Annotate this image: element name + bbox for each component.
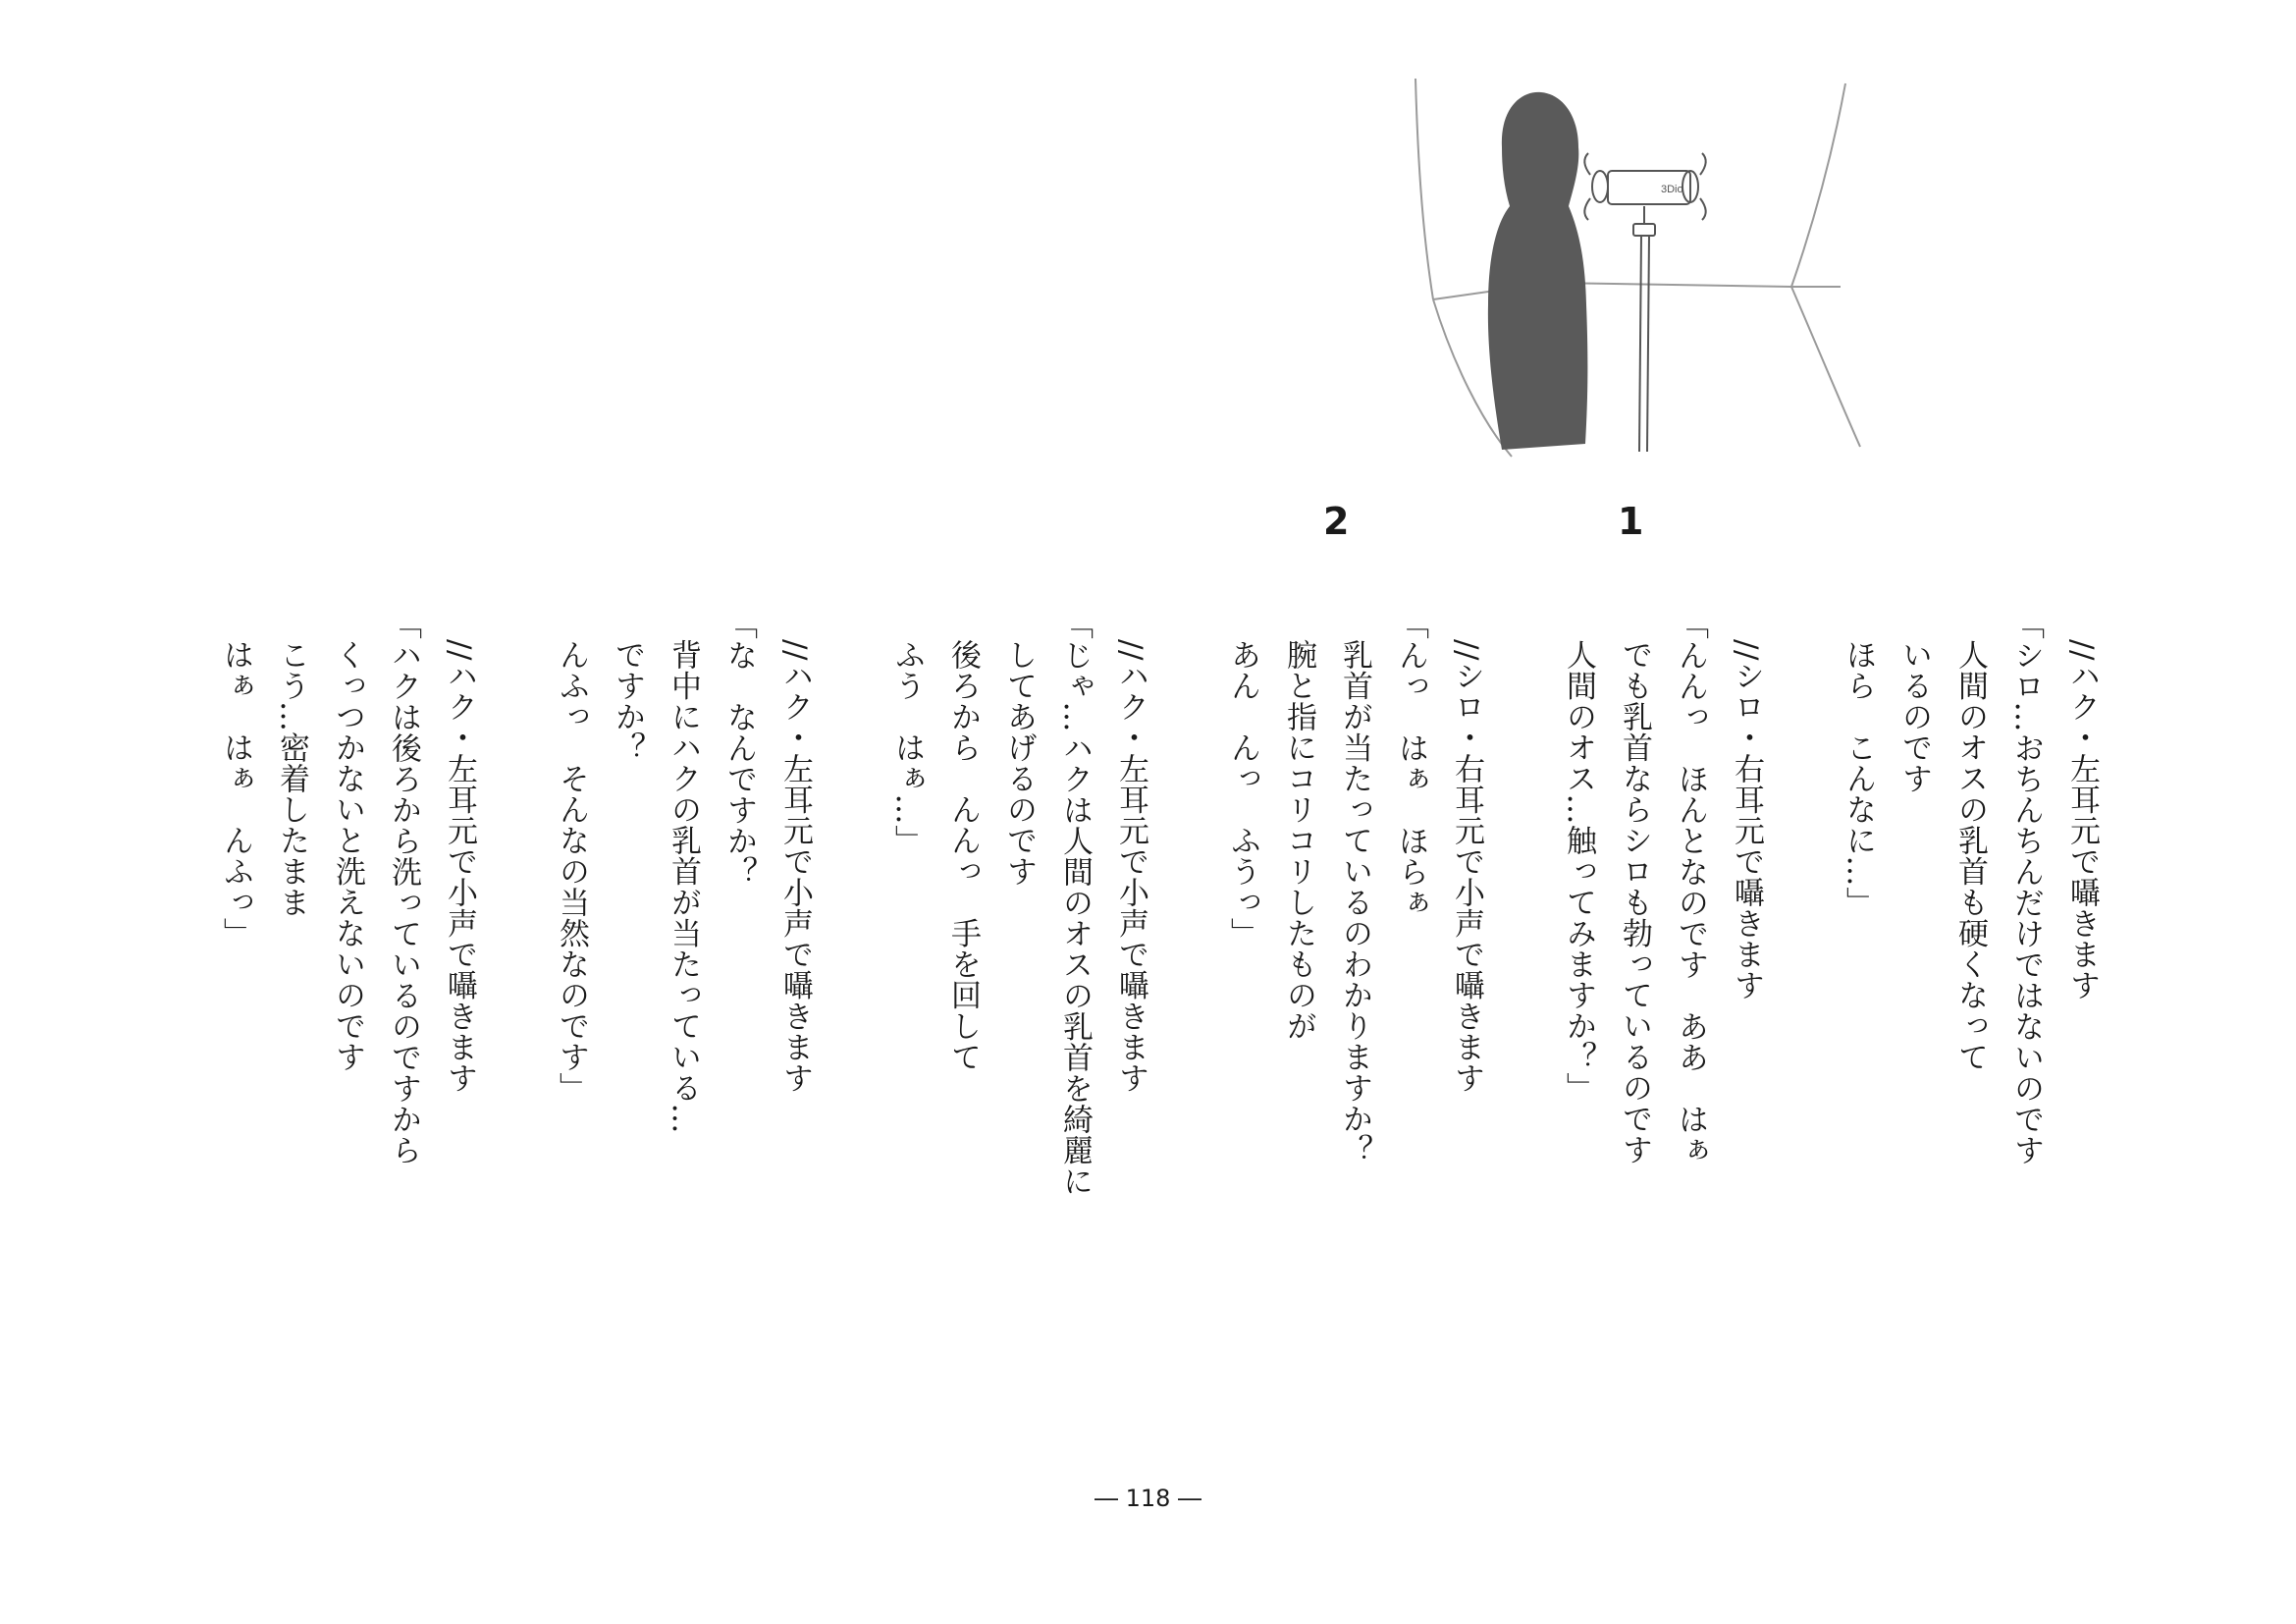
position-label-right: 1	[1618, 500, 1644, 543]
block-gap	[1774, 609, 1830, 610]
dialogue-line: ほら こんなに…」	[1841, 639, 1876, 918]
stage-direction: //シロ・右耳元で囁きます	[1729, 639, 1764, 1001]
dialogue-line: ふう はぁ…」	[889, 639, 925, 856]
stage-direction: //ハク・左耳元で小声で囁きます	[777, 639, 813, 1094]
block-gap	[1494, 609, 1550, 610]
dialogue-line: こう…密着したまま	[274, 639, 309, 918]
stage-direction: //ハク・左耳元で小声で囁きます	[1113, 639, 1148, 1094]
dialogue-line: 「な なんですか？	[721, 609, 757, 888]
listener-silhouette	[1488, 92, 1588, 450]
dialogue-line: 腕と指にコリコリしたものが	[1281, 639, 1316, 1042]
dialogue-line: 「シロ…おちんちんだけではないのです	[2008, 609, 2044, 1165]
dialogue-line: いるのです	[1896, 639, 1932, 794]
dummy-head-microphone	[1584, 153, 1705, 452]
block-gap	[487, 609, 543, 610]
dialogue-line: はぁ はぁ んふっ」	[218, 639, 253, 948]
dialogue-line: 人間のオスの乳首も硬くなって	[1952, 639, 1988, 1072]
mic-label: 3Dio	[1661, 184, 1683, 195]
page-number: ― 118 ―	[1094, 1485, 1202, 1512]
dialogue-line: くっつかないと洗えないのです	[330, 639, 365, 1072]
dialogue-line: でも乳首ならシロも勃っているのです	[1617, 639, 1652, 1165]
dialogue-line: してあげるのです	[1001, 639, 1037, 887]
stage-direction: //シロ・右耳元で小声で囁きます	[1449, 639, 1484, 1094]
binaural-recording-illustration	[1394, 69, 1865, 461]
dialogue-line: 「んっ はぁ ほらぁ	[1393, 609, 1428, 918]
dialogue-line: んふっ そんなの当然なのです」	[554, 639, 589, 1104]
room-lines	[1415, 79, 1860, 457]
dialogue-line: 乳首が当たっているのわかりますか？	[1337, 639, 1372, 1165]
dialogue-line: 背中にハクの乳首が当たっている…	[666, 639, 701, 1134]
stage-direction: //ハク・左耳元で小声で囁きます	[442, 639, 477, 1094]
dialogue-line: 人間のオス…触ってみますか？」	[1561, 639, 1596, 1104]
block-gap	[1158, 609, 1214, 610]
stage-direction: //ハク・左耳元で囁きます	[2064, 639, 2100, 1001]
dialogue-line: あん んっ ふうっ」	[1225, 639, 1260, 948]
dialogue-line: 「ハクは後ろから洗っているのですから	[386, 609, 421, 1165]
dialogue-line: 後ろから んんっ 手を回して	[945, 639, 981, 1072]
vertical-script-text	[207, 609, 2109, 1414]
block-gap	[823, 609, 879, 610]
position-label-left: 2	[1323, 500, 1350, 543]
dialogue-line: 「んんっ ほんとなのです ああ はぁ	[1673, 609, 1708, 1165]
dialogue-line: 「じゃ…ハクは人間のオスの乳首を綺麗に	[1057, 609, 1093, 1197]
dialogue-line: ですか？	[610, 639, 645, 763]
